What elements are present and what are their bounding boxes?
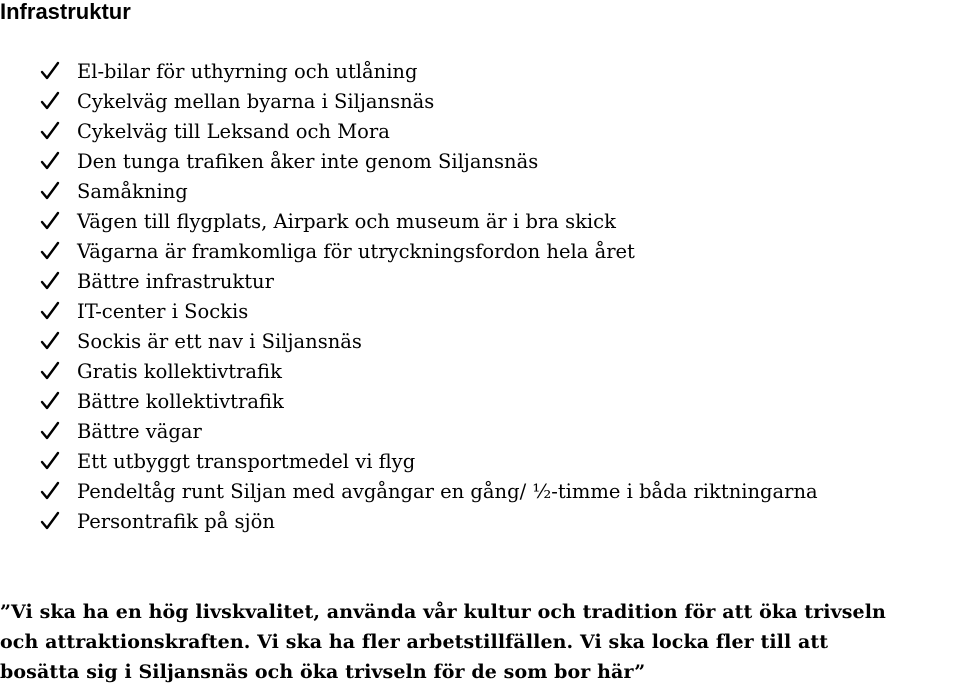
checklist-item bbox=[40, 326, 818, 356]
checkmark-icon bbox=[40, 210, 77, 232]
checklist-item bbox=[40, 266, 818, 296]
statement-line: och attraktionskraften. Vi ska ha fler arbetstillfällen. Vi ska locka fler till att bbox=[0, 631, 829, 653]
checkmark-icon bbox=[40, 300, 77, 322]
checkmark-icon bbox=[40, 450, 77, 472]
checklist-item bbox=[40, 86, 818, 116]
checkmark-icon bbox=[40, 360, 77, 382]
page-heading: Infrastruktur bbox=[0, 0, 131, 24]
checkmark-icon bbox=[40, 90, 77, 112]
checklist-item-text: Gratis kollektivtrafik bbox=[77, 359, 282, 383]
checklist-item-text: Pendeltåg runt Siljan med avgångar en gång/ ½-timme i båda riktningarna bbox=[77, 479, 818, 503]
checkmark-icon bbox=[40, 420, 77, 442]
checkmark-icon bbox=[40, 510, 77, 532]
checklist-item bbox=[40, 416, 818, 446]
checklist-item bbox=[40, 476, 818, 506]
checklist-item bbox=[40, 176, 818, 206]
checklist-item bbox=[40, 506, 818, 536]
checkmark-icon bbox=[40, 180, 77, 202]
checklist-item bbox=[40, 296, 818, 326]
checkmark-icon bbox=[40, 270, 77, 292]
checklist-item-text: Sockis är ett nav i Siljansnäs bbox=[77, 329, 362, 353]
statement-line: bosätta sig i Siljansnäs och öka trivseln för de som bor här” bbox=[0, 661, 646, 683]
checklist-item bbox=[40, 356, 818, 386]
checklist-item bbox=[40, 56, 818, 86]
checklist-item bbox=[40, 236, 818, 266]
checklist-item-text: Bättre kollektivtrafik bbox=[77, 389, 284, 413]
checkmark-icon bbox=[40, 240, 77, 262]
checklist-item bbox=[40, 116, 818, 146]
checklist-item-text: Bättre infrastruktur bbox=[77, 269, 274, 293]
checklist-item-text: IT-center i Sockis bbox=[77, 299, 249, 323]
checklist-item-text: Cykelväg till Leksand och Mora bbox=[77, 119, 390, 143]
checklist-item bbox=[40, 206, 818, 236]
checkmark-icon bbox=[40, 150, 77, 172]
checklist-item-text: Samåkning bbox=[77, 179, 188, 203]
checklist-item-text: Vägen till flygplats, Airpark och museum är i bra skick bbox=[77, 209, 616, 233]
checklist-item-text: Ett utbyggt transportmedel vi flyg bbox=[77, 449, 416, 473]
checkmark-icon bbox=[40, 330, 77, 352]
checklist-item-text: El-bilar för uthyrning och utlåning bbox=[77, 59, 418, 83]
checkmark-icon bbox=[40, 120, 77, 142]
checklist-item bbox=[40, 386, 818, 416]
checklist bbox=[40, 56, 818, 536]
checklist-item bbox=[40, 146, 818, 176]
checkmark-icon bbox=[40, 480, 77, 502]
checklist-item-text: Den tunga trafiken åker inte genom Siljansnäs bbox=[77, 149, 539, 173]
vision-statement bbox=[0, 597, 960, 687]
checklist-item-text: Bättre vägar bbox=[77, 419, 202, 443]
checkmark-icon bbox=[40, 390, 77, 412]
checkmark-icon bbox=[40, 60, 77, 82]
checklist-item bbox=[40, 446, 818, 476]
checklist-item-text: Persontrafik på sjön bbox=[77, 509, 275, 533]
checklist-item-text: Cykelväg mellan byarna i Siljansnäs bbox=[77, 89, 435, 113]
statement-line: ”Vi ska ha en hög livskvalitet, använda vår kultur och tradition för att öka trivseln bbox=[0, 601, 886, 623]
checklist-item-text: Vägarna är framkomliga för utryckningsfordon hela året bbox=[77, 239, 635, 263]
